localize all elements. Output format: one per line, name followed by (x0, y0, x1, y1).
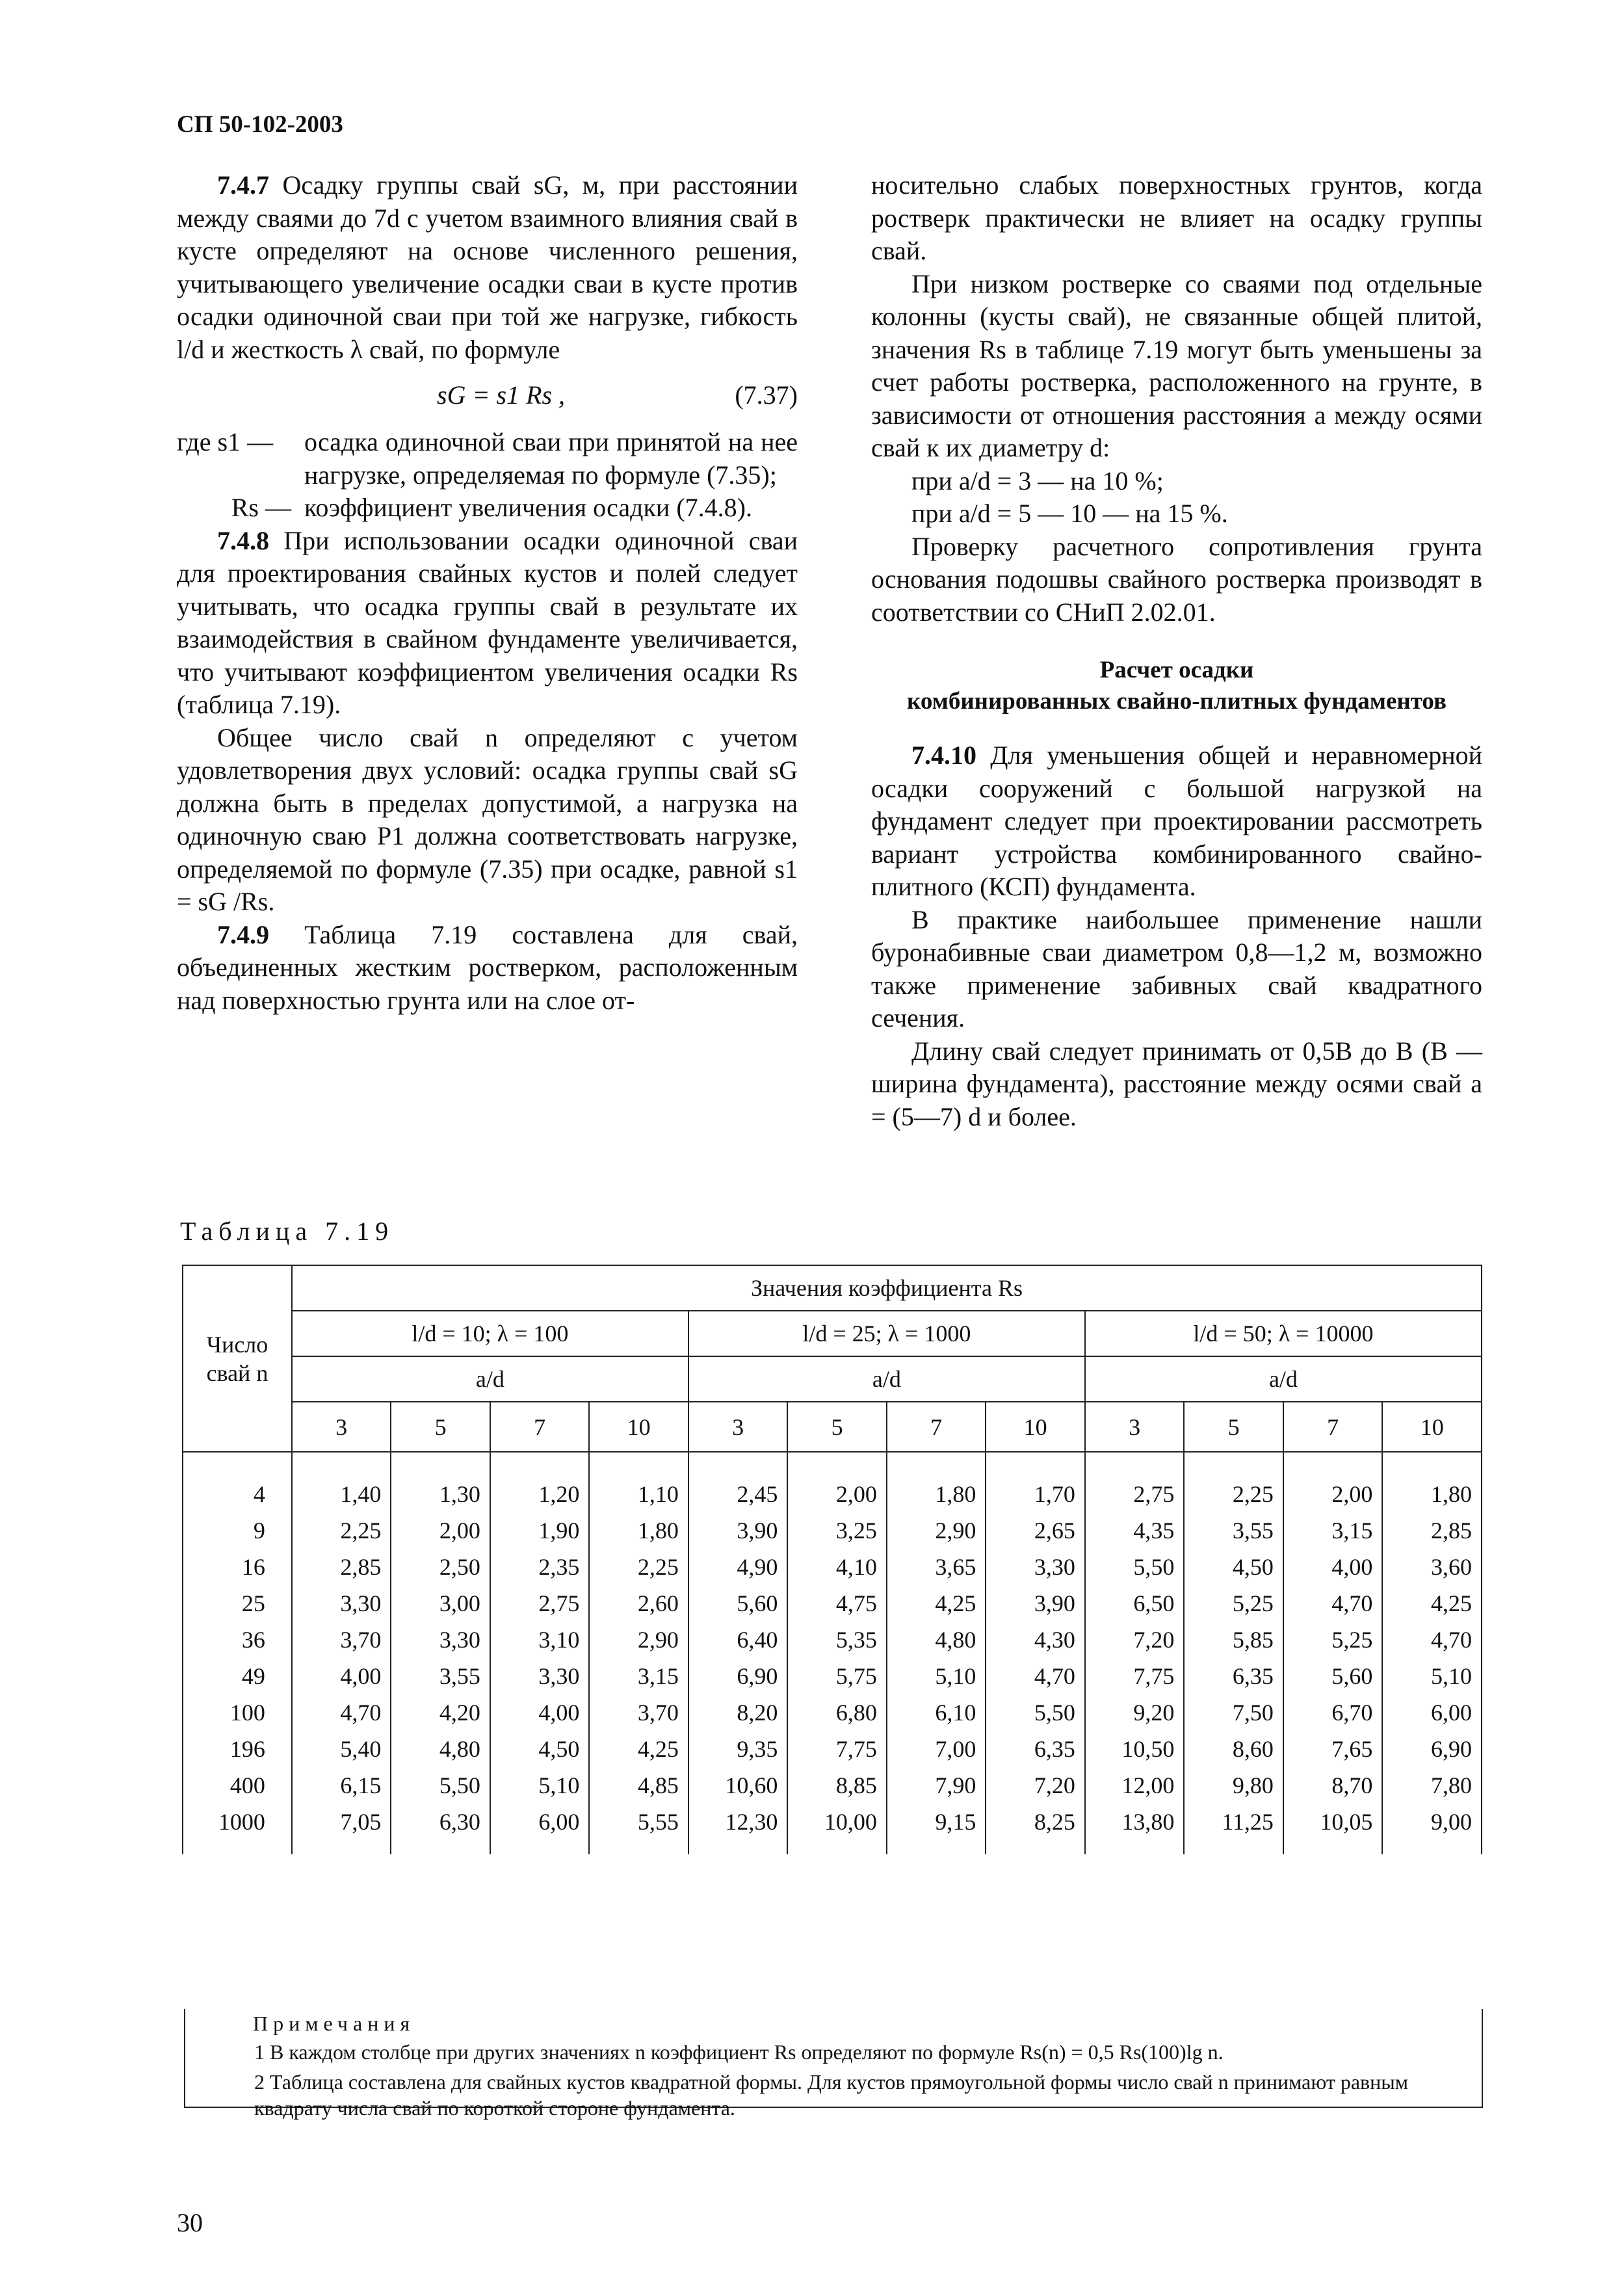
coefficient-cell: 3,10 (490, 1622, 589, 1658)
coefficient-cell: 8,70 (1283, 1767, 1383, 1804)
coefficient-cell: 3,65 (887, 1549, 986, 1585)
coefficient-cell: 9,35 (688, 1731, 788, 1767)
coefficient-cell: 1,80 (589, 1512, 688, 1549)
coefficient-cell: 5,50 (391, 1767, 490, 1804)
coefficient-cell: 10,00 (787, 1804, 887, 1854)
coefficient-cell: 12,00 (1085, 1767, 1185, 1804)
coefficient-cell: 7,20 (986, 1767, 1084, 1804)
coefficient-cell: 5,55 (589, 1804, 688, 1854)
coefficient-cell: 5,10 (887, 1658, 986, 1694)
paragraph-7-4-9 (177, 919, 798, 1018)
section-subheading (871, 655, 1482, 717)
table-caption: Таблица 7.19 (180, 1216, 395, 1246)
coefficient-cell: 7,65 (1283, 1731, 1383, 1767)
table-body (183, 1452, 1482, 1854)
coefficient-cell: 4,50 (1184, 1549, 1283, 1585)
coefficient-cell: 6,00 (1382, 1694, 1482, 1731)
coefficient-cell: 2,90 (887, 1512, 986, 1549)
coefficient-cell: 7,20 (1085, 1622, 1185, 1658)
coefficient-cell: 7,05 (292, 1804, 391, 1854)
coefficient-cell: 4,80 (391, 1731, 490, 1767)
table-row (183, 1694, 1482, 1731)
document-header: СП 50-102-2003 (177, 111, 343, 138)
ad-value: 3 (1085, 1402, 1185, 1452)
coefficient-cell: 2,75 (1085, 1452, 1185, 1512)
coefficient-cell: 1,10 (589, 1452, 688, 1512)
coefficient-cell: 11,25 (1184, 1804, 1283, 1854)
coefficient-cell: 2,65 (986, 1512, 1084, 1549)
pile-count-cell: 9 (183, 1512, 292, 1549)
coefficient-cell: 2,25 (292, 1512, 391, 1549)
coefficient-cell: 4,70 (1283, 1585, 1383, 1622)
coefficient-cell: 3,90 (688, 1512, 788, 1549)
coefficient-cell: 2,85 (1382, 1512, 1482, 1549)
ad-value: 7 (490, 1402, 589, 1452)
coefficient-cell: 9,20 (1085, 1694, 1185, 1731)
page-number: 30 (177, 2208, 203, 2237)
values-header: Значения коэффициента Rs (292, 1265, 1482, 1311)
pile-count-cell: 49 (183, 1658, 292, 1694)
coefficient-cell: 2,25 (1184, 1452, 1283, 1512)
table-row (183, 1622, 1482, 1658)
coefficient-cell: 1,80 (887, 1452, 986, 1512)
paragraph-pile-length: Длину свай следует принимать от 0,5B до B (B — ширина фундамента), расстояние между осями свай a = (5—7) d и более. (871, 1036, 1482, 1131)
coefficient-cell: 1,40 (292, 1452, 391, 1512)
table-row (183, 1452, 1482, 1512)
case-ad-5-10: при a/d = 5 — 10 — на 15 %. (911, 499, 1228, 528)
coefficient-cell: 9,80 (1184, 1767, 1283, 1804)
coefficient-cell: 7,50 (1184, 1694, 1283, 1731)
coefficient-cell: 4,70 (1382, 1622, 1482, 1658)
coefficient-cell: 5,25 (1184, 1585, 1283, 1622)
paragraph-continued: носительно слабых поверхностных грунтов, когда ростверк практически не влияет на осадку группы свай. (871, 170, 1482, 265)
ad-value: 7 (887, 1402, 986, 1452)
ad-value: 10 (986, 1402, 1084, 1452)
coefficient-cell: 4,70 (292, 1694, 391, 1731)
clause-text: Таблица 7.19 составлена для свай, объединенных жестким ростверком, расположенным над поверхностью грунта или на слое от- (177, 919, 798, 1015)
coefficient-cell: 1,70 (986, 1452, 1084, 1512)
table-row (183, 1585, 1482, 1622)
coefficient-cell: 4,20 (391, 1694, 490, 1731)
table-row (183, 1767, 1482, 1804)
coefficient-cell: 3,15 (1283, 1512, 1383, 1549)
coefficient-cell: 3,30 (391, 1622, 490, 1658)
table-row (183, 1512, 1482, 1549)
definition-symbol: где s1 — (177, 427, 274, 456)
table-row (183, 1804, 1482, 1854)
note-1: 1 В каждом столбце при других значениях n коэффициент Rs определяют по формуле Rs(n) = 0,5 Rs(100)lg n. (254, 2040, 1224, 2064)
pile-count-cell: 4 (183, 1452, 292, 1512)
coefficient-cell: 4,00 (490, 1694, 589, 1731)
coefficient-cell: 5,10 (1382, 1658, 1482, 1694)
pile-count-cell: 16 (183, 1549, 292, 1585)
coefficient-cell: 4,75 (787, 1585, 887, 1622)
coefficient-cell: 2,00 (1283, 1452, 1383, 1512)
coefficient-cell: 6,90 (1382, 1731, 1482, 1767)
coefficient-cell: 9,15 (887, 1804, 986, 1854)
coefficient-cell: 4,90 (688, 1549, 788, 1585)
formula-7-37 (177, 366, 798, 426)
coefficient-cell: 5,25 (1283, 1622, 1383, 1658)
coefficient-cell: 5,50 (1085, 1549, 1185, 1585)
subheading-line-1: Расчет осадки (1099, 657, 1254, 683)
subheading-line-2: комбинированных свайно-плитных фундаментов (907, 688, 1447, 715)
coefficient-cell: 4,70 (986, 1658, 1084, 1694)
coefficient-cell: 3,00 (391, 1585, 490, 1622)
coefficient-cell: 2,60 (589, 1585, 688, 1622)
clause-number: 7.4.9 (217, 919, 269, 949)
table-notes (184, 2009, 1483, 2120)
coefficient-cell: 4,00 (292, 1658, 391, 1694)
coefficient-cell: 6,40 (688, 1622, 788, 1658)
coefficient-cell: 10,05 (1283, 1804, 1383, 1854)
coefficient-cell: 3,25 (787, 1512, 887, 1549)
coefficient-cell: 2,75 (490, 1585, 589, 1622)
coefficient-cell: 7,75 (1085, 1658, 1185, 1694)
formula-number: (7.37) (735, 380, 798, 410)
coefficient-cell: 2,45 (688, 1452, 788, 1512)
pile-count-cell: 36 (183, 1622, 292, 1658)
ad-header: a/d (292, 1356, 688, 1402)
paragraph-7-4-7 (177, 169, 798, 366)
clause-text: При использовании осадки одиночной сваи для проектирования свайных кустов и полей следует учитывать, что осадка группы свай в результате их взаимодействия в свайном фундаменте увеличивается, что учитывают коэффициентом увеличения осадки Rs (таблица 7.19). (177, 525, 798, 719)
coefficient-cell: 2,85 (292, 1549, 391, 1585)
clause-text: Для уменьшения общей и неравномерной осадки сооружений с большой нагрузкой на фундамент следует при проектировании рассмотреть вариант устройства комбинированного свайно-плитного (КСП) фундамента. (871, 741, 1482, 901)
ad-header: a/d (1085, 1356, 1482, 1402)
pile-count-header: Число свай n (183, 1265, 292, 1452)
coefficient-cell: 8,25 (986, 1804, 1084, 1854)
coefficient-cell: 3,60 (1382, 1549, 1482, 1585)
coefficient-cell: 8,20 (688, 1694, 788, 1731)
coefficient-cell: 5,75 (787, 1658, 887, 1694)
coefficient-cell: 5,60 (1283, 1658, 1383, 1694)
ad-value: 5 (1184, 1402, 1283, 1452)
ad-value: 5 (787, 1402, 887, 1452)
group-header: l/d = 50; λ = 10000 (1085, 1311, 1482, 1356)
ad-value: 10 (1382, 1402, 1482, 1452)
coefficient-cell: 10,50 (1085, 1731, 1185, 1767)
coefficient-cell: 6,35 (986, 1731, 1084, 1767)
coefficient-cell: 4,50 (490, 1731, 589, 1767)
clause-number: 7.4.7 (217, 170, 269, 200)
pile-count-cell: 1000 (183, 1804, 292, 1854)
coefficient-cell: 3,70 (292, 1622, 391, 1658)
pile-count-cell: 400 (183, 1767, 292, 1804)
coefficient-cell: 2,00 (787, 1452, 887, 1512)
coefficient-cell: 4,80 (887, 1622, 986, 1658)
ad-value: 7 (1283, 1402, 1383, 1452)
coefficient-cell: 1,80 (1382, 1452, 1482, 1512)
table-row (183, 1658, 1482, 1694)
right-column (871, 169, 1482, 1133)
table-header-row-2 (183, 1311, 1482, 1356)
coefficient-cell: 10,60 (688, 1767, 788, 1804)
coefficient-cell: 4,10 (787, 1549, 887, 1585)
paragraph-practice: В практике наибольшее применение нашли буронабивные сваи диаметром 0,8—1,2 м, возможно также применение забивных свай квадратного сечения. (871, 904, 1482, 1032)
coefficient-cell: 1,30 (391, 1452, 490, 1512)
coefficient-cell: 2,35 (490, 1549, 589, 1585)
ad-header: a/d (688, 1356, 1085, 1402)
group-header: l/d = 25; λ = 1000 (688, 1311, 1085, 1356)
left-column (177, 169, 798, 1017)
ad-value: 5 (391, 1402, 490, 1452)
coefficient-cell: 3,30 (986, 1549, 1084, 1585)
group-header: l/d = 10; λ = 100 (292, 1311, 688, 1356)
clause-number: 7.4.10 (911, 741, 976, 770)
table-row (183, 1549, 1482, 1585)
coefficient-cell: 2,50 (391, 1549, 490, 1585)
coefficient-cell: 6,70 (1283, 1694, 1383, 1731)
coefficient-cell: 7,90 (887, 1767, 986, 1804)
coefficient-cell: 4,00 (1283, 1549, 1383, 1585)
coefficient-cell: 2,90 (589, 1622, 688, 1658)
table-row (183, 1731, 1482, 1767)
coefficient-cell: 6,00 (490, 1804, 589, 1854)
coefficient-cell: 1,90 (490, 1512, 589, 1549)
coefficient-cell: 3,70 (589, 1694, 688, 1731)
definition-s1 (177, 426, 798, 492)
coefficient-cell: 6,30 (391, 1804, 490, 1854)
formula-expression: sG = s1 Rs , (437, 380, 566, 410)
coefficient-cell: 4,30 (986, 1622, 1084, 1658)
paragraph-check: Проверку расчетного сопротивления грунта основания подошвы свайного ростверка производят в соответствии со СНиП 2.02.01. (871, 531, 1482, 627)
coefficient-cell: 2,00 (391, 1512, 490, 1549)
note-2: 2 Таблица составлена для свайных кустов квадратной формы. Для кустов прямоугольной формы число свай n принимают равным квадрату числа свай по короткой стороне фундамента. (254, 2070, 1409, 2120)
paragraph-low-grillage: При низком ростверке со сваями под отдельные колонны (кусты свай), не связанные общей плитой, значения Rs в таблице 7.19 могут быть уменьшены за счет работы ростверка, расположенного на грунте, в зависимости от отношения расстояния a между осями свай к их диаметру d: (871, 269, 1482, 462)
coefficient-cell: 6,50 (1085, 1585, 1185, 1622)
coefficient-cell: 6,80 (787, 1694, 887, 1731)
coefficient-cell: 8,85 (787, 1767, 887, 1804)
coefficient-cell: 5,60 (688, 1585, 788, 1622)
paragraph-total-piles: Общее число свай n определяют с учетом удовлетворения двух условий: осадка группы свай sG должна быть в пределах допустимой, а нагрузка на одиночную сваю P1 должна соответствовать нагрузке, определяемой по формуле (7.35) при осадке, равной s1 = sG /Rs. (177, 722, 798, 916)
coefficient-cell: 13,80 (1085, 1804, 1185, 1854)
coefficient-cell: 3,55 (391, 1658, 490, 1694)
coefficient-cell: 6,35 (1184, 1658, 1283, 1694)
definition-symbol: Rs — (231, 493, 291, 522)
clause-number: 7.4.8 (217, 525, 269, 555)
coefficient-cell: 5,10 (490, 1767, 589, 1804)
table-header-row-1 (183, 1265, 1482, 1311)
coefficient-cell: 3,90 (986, 1585, 1084, 1622)
coefficient-cell: 4,25 (887, 1585, 986, 1622)
coefficient-cell: 1,20 (490, 1452, 589, 1512)
coefficient-cell: 9,00 (1382, 1804, 1482, 1854)
coefficient-cell: 5,85 (1184, 1622, 1283, 1658)
coefficient-cell: 5,35 (787, 1622, 887, 1658)
coefficient-cell: 7,75 (787, 1731, 887, 1767)
coefficient-cell: 3,15 (589, 1658, 688, 1694)
definition-rs (177, 492, 798, 525)
coefficient-cell: 3,30 (292, 1585, 391, 1622)
ad-value: 10 (589, 1402, 688, 1452)
coefficient-cell: 7,00 (887, 1731, 986, 1767)
coefficient-cell: 4,25 (589, 1731, 688, 1767)
coefficient-cell: 4,25 (1382, 1585, 1482, 1622)
paragraph-7-4-8 (177, 525, 798, 722)
case-ad-3: при a/d = 3 — на 10 %; (911, 466, 1164, 495)
coefficient-cell: 5,40 (292, 1731, 391, 1767)
coefficient-cell: 8,60 (1184, 1731, 1283, 1767)
coefficient-cell: 5,50 (986, 1694, 1084, 1731)
definition-text: коэффициент увеличения осадки (7.4.8). (304, 493, 752, 522)
coefficient-cell: 6,10 (887, 1694, 986, 1731)
coefficient-cell: 2,25 (589, 1549, 688, 1585)
coefficient-cell: 12,30 (688, 1804, 788, 1854)
pile-count-cell: 100 (183, 1694, 292, 1731)
coefficient-cell: 6,90 (688, 1658, 788, 1694)
table-header-row-3 (183, 1356, 1482, 1402)
table-header-row-4 (183, 1402, 1482, 1452)
notes-title: Примечания (253, 2012, 415, 2035)
ad-value: 3 (688, 1402, 788, 1452)
coefficient-cell: 3,55 (1184, 1512, 1283, 1549)
clause-text: Осадку группы свай sG, м, при расстоянии между сваями до 7d с учетом взаимного влияния свай в кусте определяют на основе численного решения, учитывающего увеличение осадки сваи в кусте против осадки одиночной сваи при той же нагрузке, гибкость l/d и жесткость λ свай, по формуле (177, 170, 798, 364)
pile-count-cell: 196 (183, 1731, 292, 1767)
coefficient-cell: 7,80 (1382, 1767, 1482, 1804)
ad-value: 3 (292, 1402, 391, 1452)
settlement-coefficient-table (182, 1265, 1482, 1854)
coefficient-cell: 4,35 (1085, 1512, 1185, 1549)
paragraph-7-4-10 (871, 739, 1482, 904)
definition-text: осадка одиночной сваи при принятой на нее нагрузке, определяемая по формуле (7.35); (304, 427, 798, 490)
coefficient-cell: 4,85 (589, 1767, 688, 1804)
coefficient-cell: 3,30 (490, 1658, 589, 1694)
coefficient-cell: 6,15 (292, 1767, 391, 1804)
pile-count-cell: 25 (183, 1585, 292, 1622)
